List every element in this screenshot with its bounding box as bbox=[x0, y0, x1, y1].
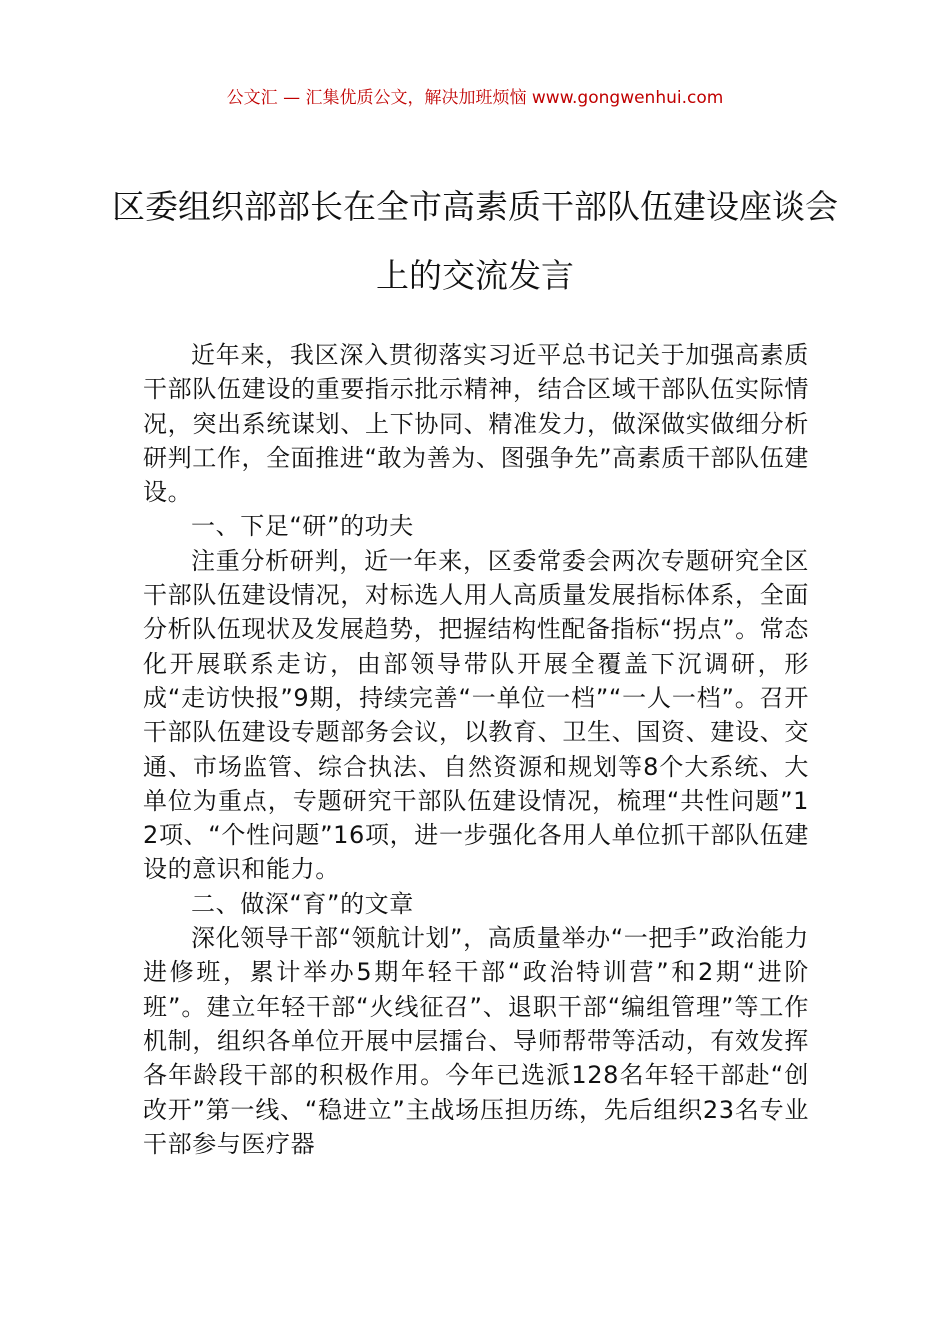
document-title: 区委组织部部长在全市高素质干部队伍建设座谈会上的交流发言 bbox=[112, 187, 838, 295]
section-2-paragraph: 深化领导干部“领航计划”，高质量举办“一把手”政治能力进修班，累计举办5期年轻干部“政治特训营”和2期“进阶班”。建立年轻干部“火线征召”、退职干部“编组管理”等工作机制，组织各单位开展中层擂台、导师帮带等活动，有效发挥各年龄段干部的积极作用。今年已选派128名年轻干部赴“创改开”第一线、“稳进立”主战场压担历练，先后组织23名专业干部参与医疗器 bbox=[143, 924, 809, 1158]
header-banner: 公文汇 — 汇集优质公文，解决加班烦恼 www.gongwenhui.com bbox=[226, 88, 724, 108]
section-heading-1: 一、下足“研”的功夫 bbox=[191, 512, 414, 541]
section-1-paragraph: 注重分析研判，近一年来，区委常委会两次专题研究全区干部队伍建设情况，对标选人用人高质量发展指标体系，全面分析队伍现状及发展趋势，把握结构性配备指标“拐点”。常态化开展联系走访，由部领导带队开展全覆盖下沉调研，形成“走访快报”9期，持续完善“一单位一档”“一人一档”。召开干部队伍建设专题部务会议，以教育、卫生、国资、建设、交通、市场监管、综合执法、自然资源和规划等8个大系统、大单位为重点，专题研究干部队伍建设情况，梳理“共性问题”12项、“个性问题”16项，进一步强化各用人单位抓干部队伍建设的意识和能力。 bbox=[143, 546, 809, 884]
section-heading-2: 二、做深“育”的文章 bbox=[191, 889, 414, 918]
intro-paragraph: 近年来，我区深入贯彻落实习近平总书记关于加强高素质干部队伍建设的重要指示批示精神，结合区域干部队伍实际情况，突出系统谋划、上下协同、精准发力，做深做实做细分析研判工作，全面推进“敢为善为、图强争先”高素质干部队伍建设。 bbox=[143, 341, 809, 507]
document-body bbox=[143, 338, 809, 1161]
